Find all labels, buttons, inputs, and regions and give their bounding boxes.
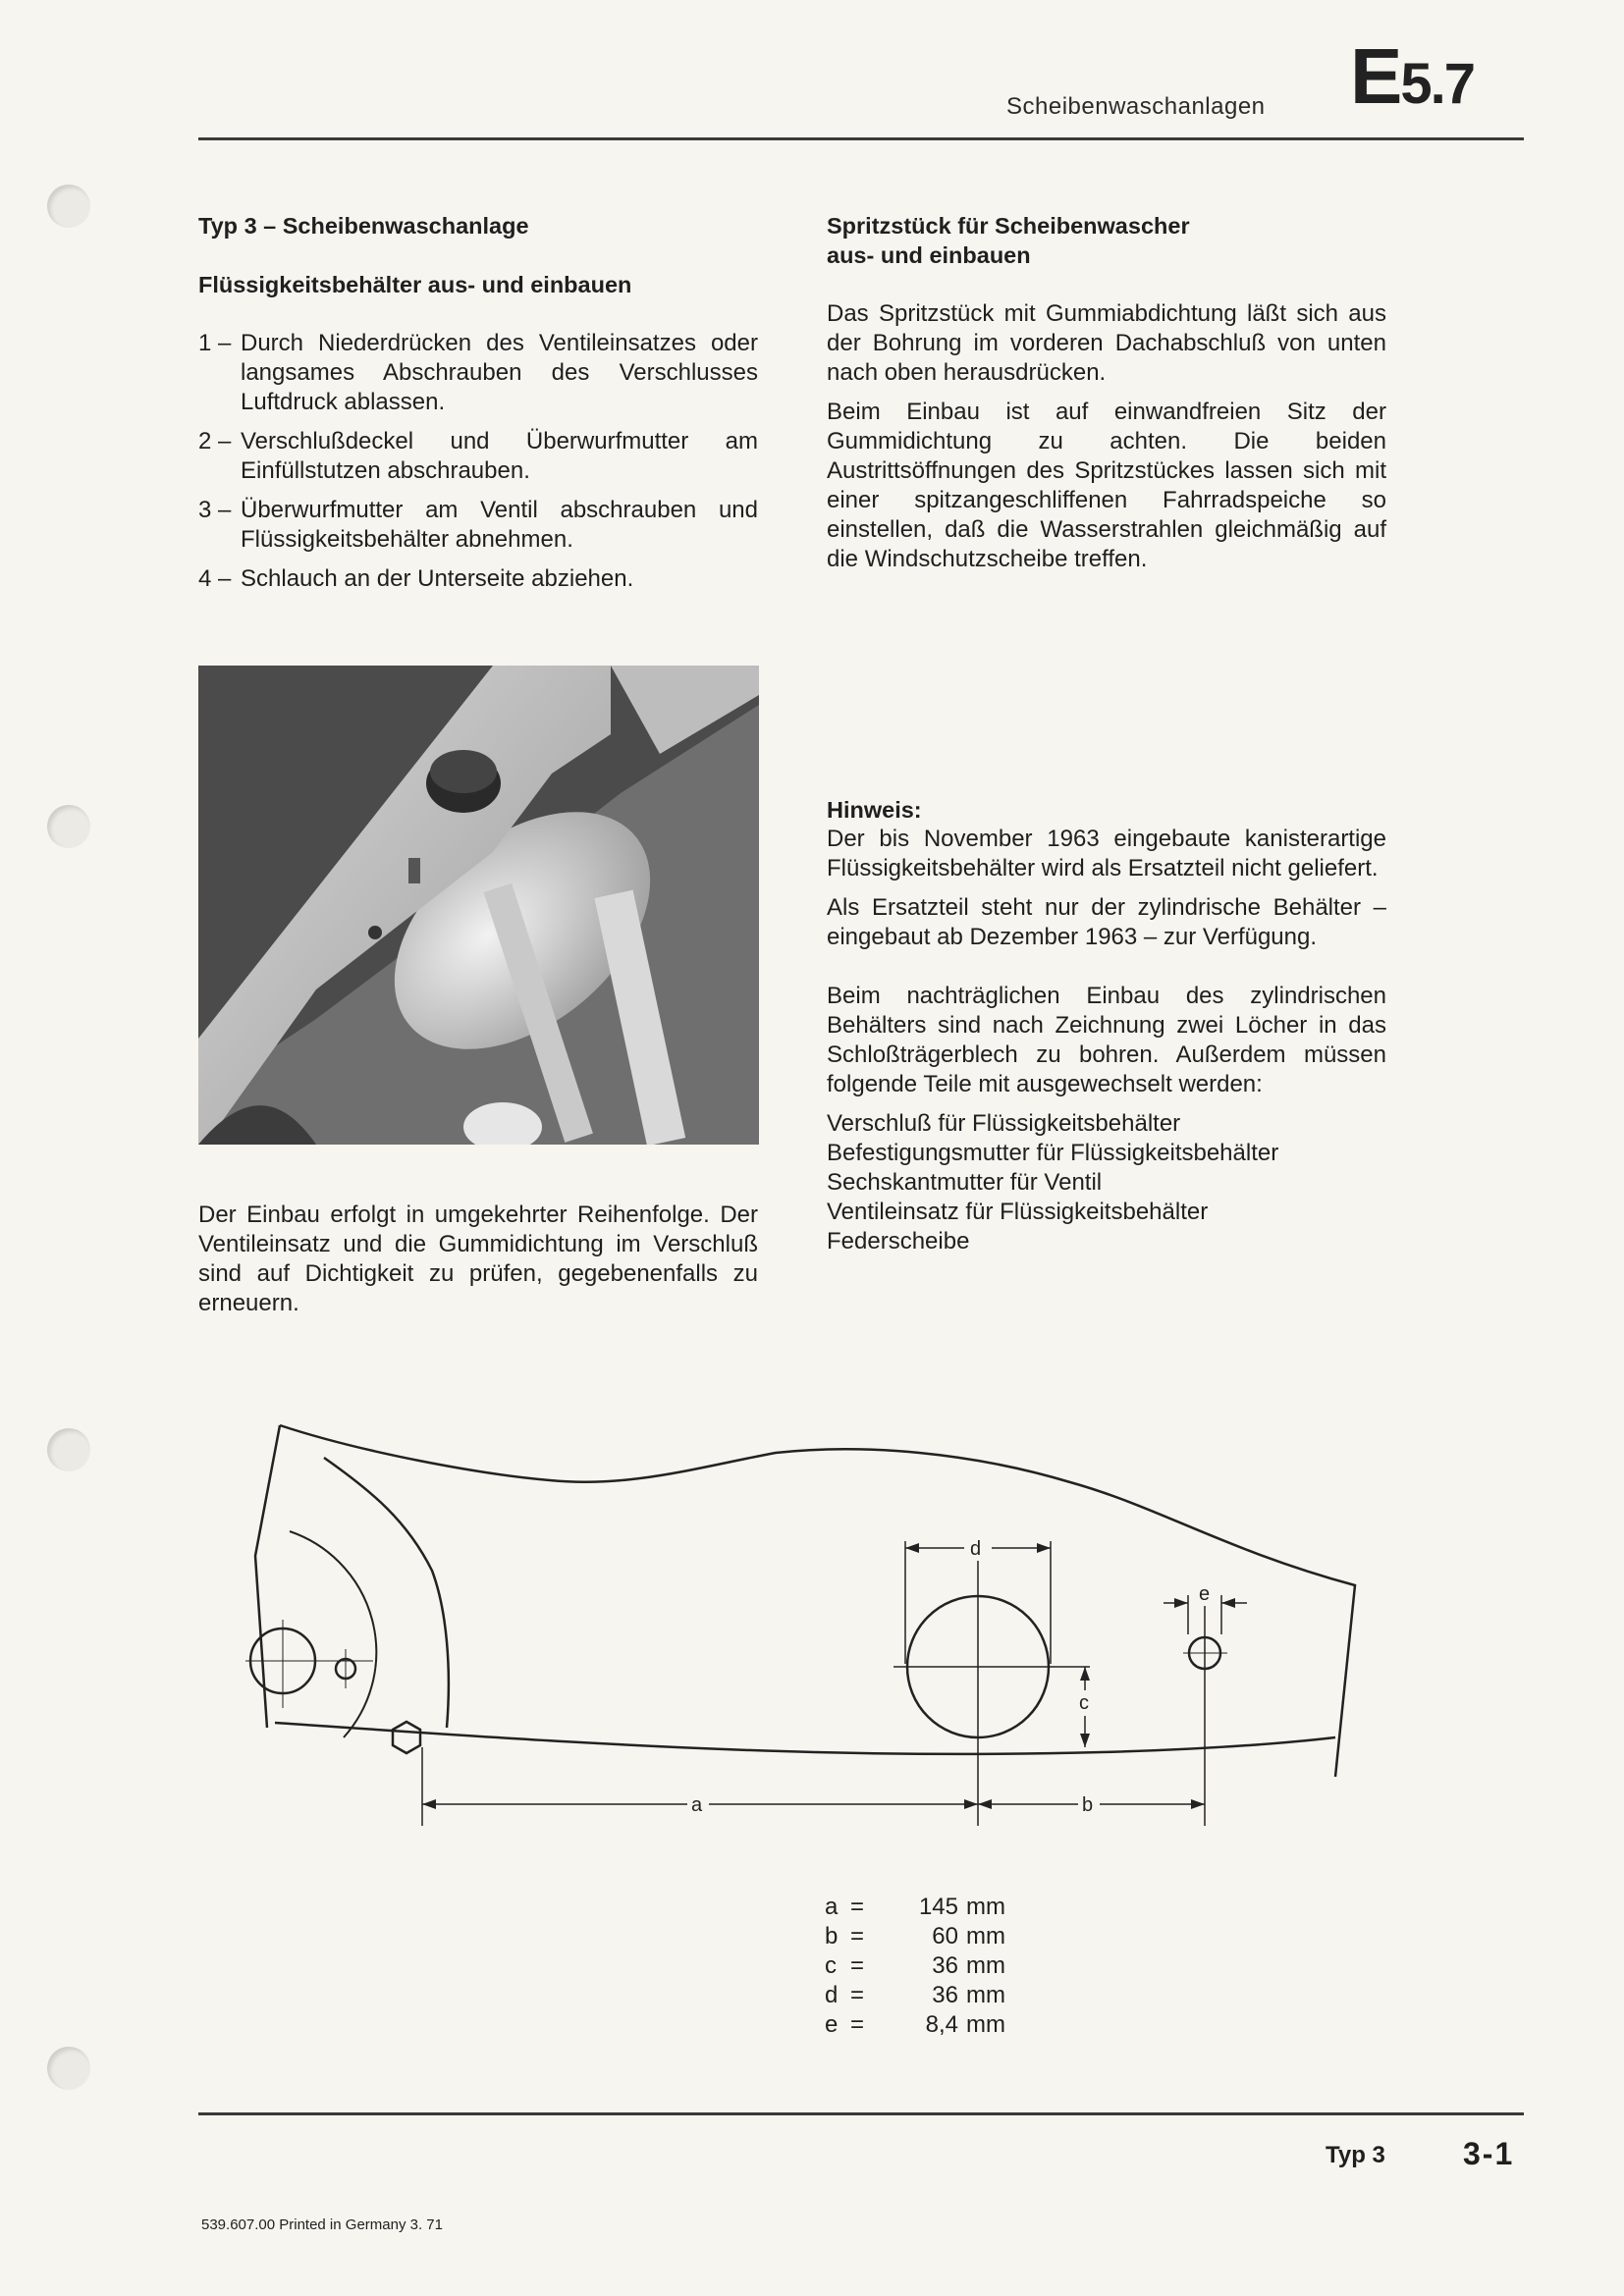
nozzle-removal-text: Das Spritzstück mit Gummiabdichtung läßt sich aus der Bohrung im vorderen Dachabschluß von unten nach oben herausdrücken. — [827, 300, 1386, 386]
dimension-value: 145 — [918, 1894, 958, 1920]
step-text: Schlauch an der Unterseite abziehen. — [241, 565, 634, 592]
step-number: 4 – — [198, 565, 232, 592]
note-text-2: Als Ersatzteil steht nur der zylindrische Behälter – eingebaut ab Dezember 1963 – zur Verfügung. — [827, 894, 1386, 950]
reservoir-photo-illustration — [198, 666, 759, 1145]
dimension-key: c — [825, 1952, 837, 1979]
page-number: 3-1 — [1463, 2136, 1515, 2171]
dimension-key: b — [825, 1923, 839, 1949]
dimension-row — [825, 2010, 1005, 2040]
note-heading: Hinweis: — [827, 797, 922, 823]
procedure-step — [198, 564, 758, 594]
part-item: Verschluß für Flüssigkeitsbehälter — [827, 1110, 1181, 1137]
hex-nut — [393, 1722, 420, 1753]
dimension-key: e — [825, 2011, 839, 2038]
part-item: Befestigungsmutter für Flüssigkeitsbehälter — [827, 1140, 1279, 1166]
dimension-value: 8,4 — [925, 2011, 958, 2038]
label-a: a — [691, 1794, 703, 1816]
footer-type: Typ 3 — [1326, 2142, 1385, 2168]
procedure-step — [198, 427, 758, 486]
dimension-unit: mm — [966, 1982, 1005, 2008]
step-number: 1 – — [198, 330, 232, 356]
nozzle-install-text: Beim Einbau ist auf einwandfreien Sitz der Gummidichtung zu achten. Die beiden Austrittsöffnungen des Spritzstückes lassen sich mit einer spitzangeschliffenen Fahrradspeiche so einstellen, daß die Wasserstrahlen gleichmäßig auf die Windschutzscheibe treffen. — [827, 399, 1386, 572]
section-code-letter: E — [1350, 32, 1401, 120]
step-number: 3 – — [198, 497, 232, 523]
dimension-equals: = — [850, 1923, 865, 1949]
step-number: 2 – — [198, 428, 232, 454]
dimension-value: 60 — [932, 1923, 958, 1949]
section-code — [1350, 32, 1474, 120]
step-text: Überwurfmutter am Ventil abschrauben und Flüssigkeitsbehälter abnehmen. — [241, 497, 758, 553]
part-item: Sechskantmutter für Ventil — [827, 1169, 1103, 1196]
dimensions-list — [825, 1893, 1005, 2040]
dimension-value: 36 — [932, 1982, 958, 2008]
dimension-value: 36 — [932, 1952, 958, 1979]
dimension-equals: = — [850, 1952, 865, 1979]
parts-list — [827, 1109, 1386, 1256]
reservoir-photo — [198, 666, 759, 1145]
dimension-unit: mm — [966, 1923, 1005, 1949]
binder-hole — [47, 2047, 90, 2090]
binder-hole — [47, 1428, 90, 1471]
step-text: Durch Niederdrücken des Ventileinsatzes oder langsames Abschrauben des Verschlusses Luftdruck ablassen. — [241, 330, 758, 415]
part-item: Ventileinsatz für Flüssigkeitsbehälter — [827, 1199, 1209, 1225]
label-b: b — [1082, 1794, 1094, 1816]
section-heading: Typ 3 – Scheibenwaschanlage — [198, 213, 529, 239]
procedure-step — [198, 329, 758, 417]
dimension-equals: = — [850, 1894, 865, 1920]
step-text: Verschlußdeckel und Überwurfmutter am Einfüllstutzen abschrauben. — [241, 428, 758, 484]
header-rule — [198, 137, 1524, 140]
procedure-heading: Flüssigkeitsbehälter aus- und einbauen — [198, 272, 632, 297]
note-text-3: Beim nachträglichen Einbau des zylindrischen Behälters sind nach Zeichnung zwei Löcher in das Schloßträgerblech zu bohren. Außerdem müssen folgende Teile mit ausgewechselt werden: — [827, 983, 1386, 1097]
label-e: e — [1199, 1583, 1211, 1605]
binder-hole — [47, 185, 90, 228]
dimension-unit: mm — [966, 1894, 1005, 1920]
panel-left-flange — [324, 1458, 449, 1728]
note-text-1: Der bis November 1963 eingebaute kanisterartige Flüssigkeitsbehälter wird als Ersatzteil nicht geliefert. — [827, 826, 1386, 881]
reassembly-note: Der Einbau erfolgt in umgekehrter Reihenfolge. Der Ventileinsatz und die Gummidichtung im Verschluß sind auf Dichtigkeit zu prüfen, gegebenenfalls zu erneuern. — [198, 1201, 758, 1316]
dimension-unit: mm — [966, 1952, 1005, 1979]
left-column — [198, 211, 758, 604]
dimension-row — [825, 1922, 1005, 1951]
section-code-number: 5.7 — [1400, 52, 1474, 116]
footer-rule — [198, 2112, 1524, 2115]
panel-bottom-edge — [275, 1723, 1335, 1754]
procedure-step — [198, 496, 758, 555]
part-item: Federscheibe — [827, 1228, 970, 1255]
binder-hole — [47, 805, 90, 848]
right-column-notes — [827, 795, 1386, 1256]
dimension-row — [825, 1951, 1005, 1981]
label-d: d — [970, 1538, 982, 1560]
dimension-equals: = — [850, 2011, 865, 2038]
nozzle-heading-line1: Spritzstück für Scheibenwascher — [827, 213, 1190, 239]
right-column-top — [827, 211, 1386, 584]
nozzle-heading-line2: aus- und einbauen — [827, 242, 1031, 268]
dimension-row — [825, 1893, 1005, 1922]
dimension-key: a — [825, 1894, 839, 1920]
dimension-unit: mm — [966, 2011, 1005, 2038]
dimension-row — [825, 1981, 1005, 2010]
label-c: c — [1079, 1692, 1089, 1714]
section-title: Scheibenwaschanlagen — [1006, 93, 1266, 120]
steps-list — [198, 329, 758, 594]
dimension-equals: = — [850, 1982, 865, 2008]
drilling-diagram — [226, 1414, 1384, 1845]
print-info: 539.607.00 Printed in Germany 3. 71 — [201, 2216, 443, 2233]
dimension-key: d — [825, 1982, 839, 2008]
